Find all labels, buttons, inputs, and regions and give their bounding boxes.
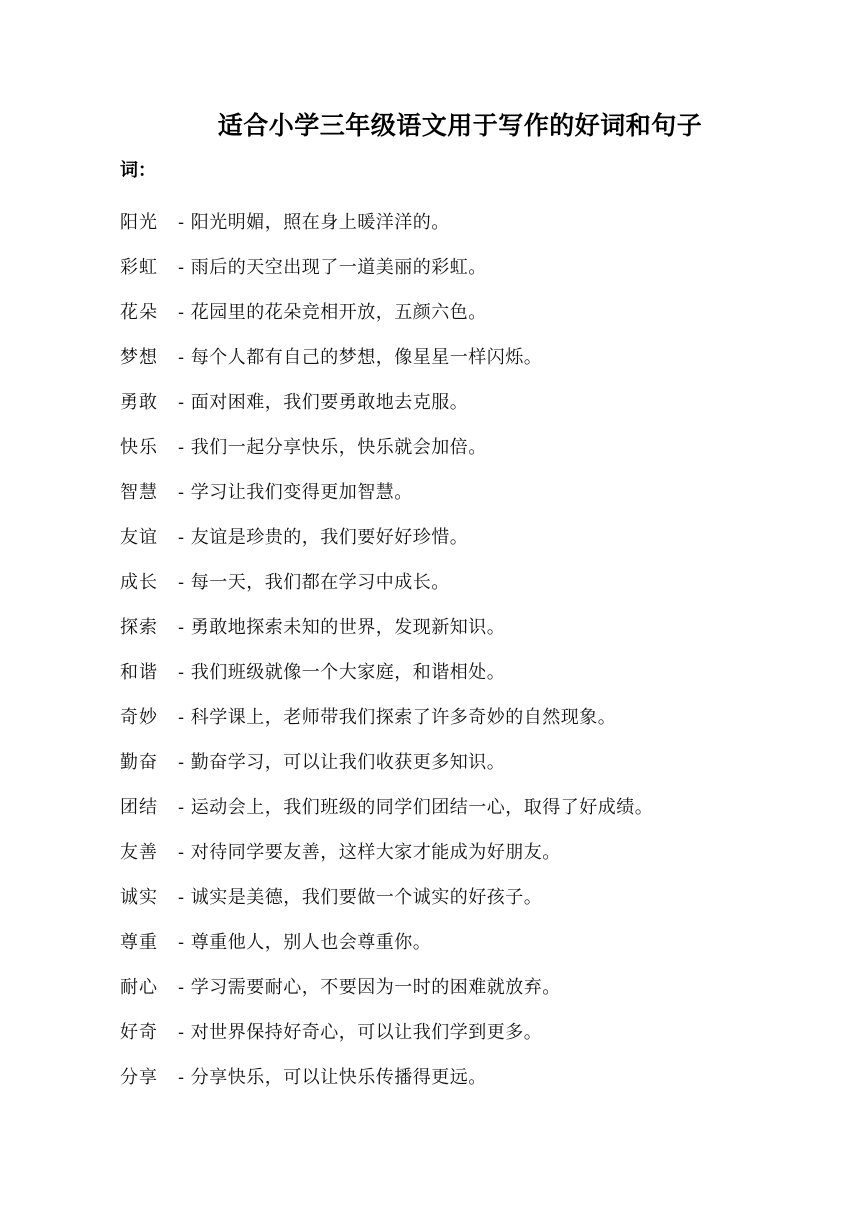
list-item (120, 740, 820, 785)
vocabulary-word: 耐心 (120, 976, 158, 998)
list-item (120, 650, 820, 695)
vocabulary-word: 勇敢 (120, 391, 158, 413)
vocabulary-word: 快乐 (120, 436, 158, 458)
example-sentence: - 运动会上，我们班级的同学们团结一心，取得了好成绩。 (178, 796, 654, 818)
example-sentence: - 学习让我们变得更加智慧。 (178, 481, 413, 503)
list-item (120, 1055, 820, 1100)
vocabulary-word: 分享 (120, 1066, 158, 1088)
list-item (120, 1010, 820, 1055)
section-label-words: 词： (120, 160, 156, 181)
list-item (120, 605, 820, 650)
list-item (120, 515, 820, 560)
example-sentence: - 勇敢地探索未知的世界，发现新知识。 (178, 616, 506, 638)
list-item (120, 290, 820, 335)
example-sentence: - 我们班级就像一个大家庭，和谐相处。 (178, 661, 506, 683)
vocabulary-word: 花朵 (120, 301, 158, 323)
list-item (120, 965, 820, 1010)
vocabulary-word: 阳光 (120, 211, 158, 233)
list-item (120, 200, 820, 245)
example-sentence: - 对待同学要友善，这样大家才能成为好朋友。 (178, 841, 561, 863)
page-title: 适合小学三年级语文用于写作的好词和句子 (217, 111, 703, 140)
example-sentence: - 友谊是珍贵的，我们要好好珍惜。 (178, 526, 469, 548)
example-sentence: - 我们一起分享快乐，快乐就会加倍。 (178, 436, 487, 458)
example-sentence: - 面对困难，我们要勇敢地去克服。 (178, 391, 469, 413)
list-item (120, 245, 820, 290)
example-sentence: - 学习需要耐心，不要因为一时的困难就放弃。 (178, 976, 561, 998)
vocabulary-word: 成长 (120, 571, 158, 593)
vocabulary-word: 探索 (120, 616, 158, 638)
list-item (120, 470, 820, 515)
example-sentence: - 分享快乐，可以让快乐传播得更远。 (178, 1066, 487, 1088)
example-sentence: - 雨后的天空出现了一道美丽的彩虹。 (178, 256, 487, 278)
example-sentence: - 阳光明媚，照在身上暖洋洋的。 (178, 211, 450, 233)
list-item (120, 425, 820, 470)
example-sentence: - 科学课上，老师带我们探索了许多奇妙的自然现象。 (178, 706, 617, 728)
vocabulary-word: 尊重 (120, 931, 158, 953)
list-item (120, 380, 820, 425)
vocabulary-word: 友谊 (120, 526, 158, 548)
list-item (120, 335, 820, 380)
example-sentence: - 诚实是美德，我们要做一个诚实的好孩子。 (178, 886, 543, 908)
vocabulary-word: 奇妙 (120, 706, 158, 728)
vocabulary-word: 智慧 (120, 481, 158, 503)
vocabulary-word: 团结 (120, 796, 158, 818)
list-item (120, 785, 820, 830)
list-item (120, 830, 820, 875)
example-sentence: - 尊重他人，别人也会尊重你。 (178, 931, 432, 953)
vocabulary-word: 和谐 (120, 661, 158, 683)
example-sentence: - 每一天，我们都在学习中成长。 (178, 571, 450, 593)
list-item (120, 875, 820, 920)
word-list (120, 200, 820, 1100)
list-item (120, 695, 820, 740)
vocabulary-word: 勤奋 (120, 751, 158, 773)
vocabulary-word: 彩虹 (120, 256, 158, 278)
example-sentence: - 对世界保持好奇心，可以让我们学到更多。 (178, 1021, 543, 1043)
vocabulary-word: 梦想 (120, 346, 158, 368)
example-sentence: - 每个人都有自己的梦想，像星星一样闪烁。 (178, 346, 543, 368)
vocabulary-word: 好奇 (120, 1021, 158, 1043)
vocabulary-word: 诚实 (120, 886, 158, 908)
list-item (120, 560, 820, 605)
example-sentence: - 花园里的花朵竞相开放，五颜六色。 (178, 301, 487, 323)
example-sentence: - 勤奋学习，可以让我们收获更多知识。 (178, 751, 506, 773)
list-item (120, 920, 820, 965)
vocabulary-word: 友善 (120, 841, 158, 863)
